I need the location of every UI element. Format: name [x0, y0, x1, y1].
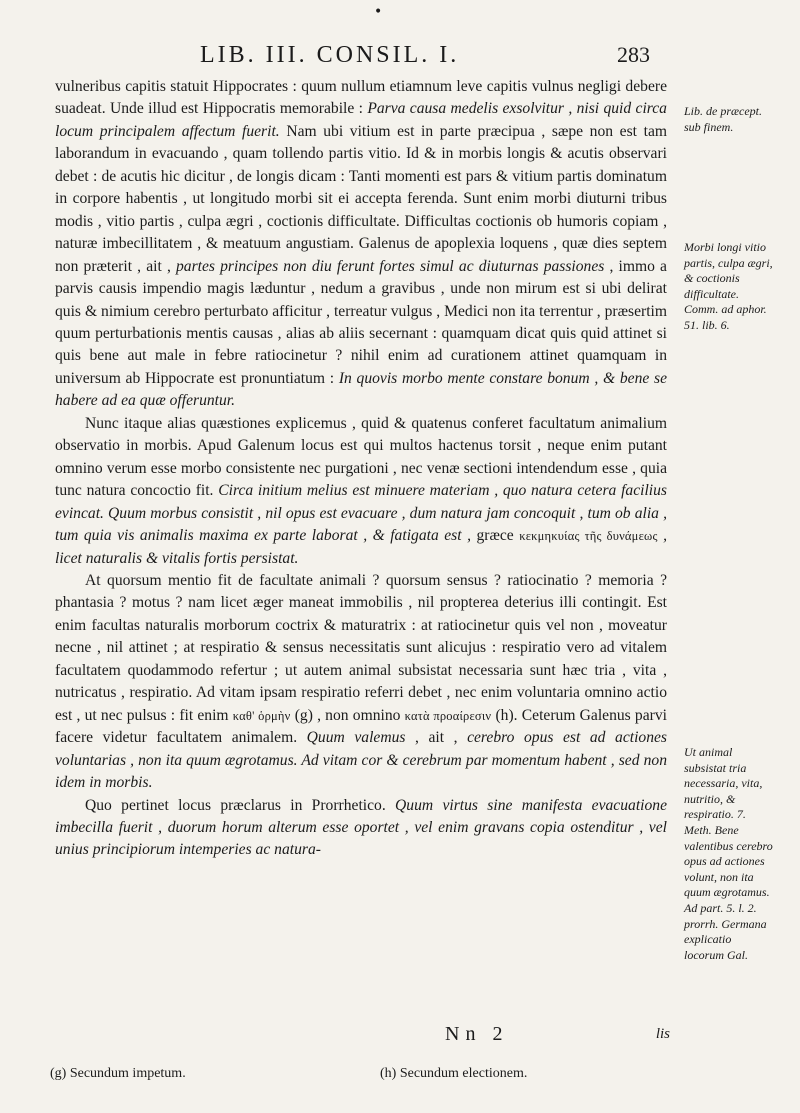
- text-run: , ait ,: [405, 729, 468, 747]
- quotation: In quovis morbo mente constare bonum , & bene se habere ad ea quæ offeruntur.: [55, 369, 667, 410]
- paragraph-4: [55, 795, 667, 862]
- footnote-h: (h) Secundum electionem.: [380, 1066, 528, 1081]
- text-run: græce: [470, 527, 520, 545]
- page-number: 283: [617, 42, 650, 67]
- text-run: , immo a parvis causis impendio magis læduntur , nedum a gravibus , unde non mirum est si ubi delirat quis & nimium cerebro perturbato afficitur , terreatur vulgus , Medici non ita terrentur , præsertim quum perturbationis mentis causas , alias ab aliis secernant : quamquam dicat quis quid attinet si quis bene aut male in febre ratiocinetur ? nihil enim ad curationem attinet quamquam in universum ab Hippocrate est pronuntiatum :: [55, 257, 667, 387]
- page-header: [140, 40, 650, 70]
- paragraph-3: [55, 570, 667, 795]
- text-run: At quorsum mentio fit de facultate animali ? quorsum sensus ? ratiocinatio ? memoria ? phantasia ? motus ? nam licet æger maneat immobilis , nil propterea deterius illi contingit. Est enim facultas naturalis morborum coctrix & maturatrix : at ratiocinetur quis vel non , moveatur necne , nil attinet ; at respiratio & sensus necessitatis sunt alicujus : respiratio vero ad vitalem facultatem quodammodo refertur ; ut autem animal subsistat necessaria sunt hæc tria , vita , nutricatus , respiratio. Ad vitam ipsam respiratio referri debet , nec enim voluntaria omnino actio est , ut nec pulsus : fit enim: [55, 571, 667, 724]
- paragraph-1: [55, 76, 667, 413]
- top-dot: •: [374, 4, 383, 20]
- greek-phrase: καθ' ὁρμὴν: [232, 708, 291, 723]
- signature-line: [445, 1022, 670, 1046]
- text-run: Nunc itaque alias quæstiones explicemus , quid & quatenus conferet facultatum animalium observatio in morbis. Apud Galenum locus est qui multos hactenus torsit , neque enim putant omnino verum esse morbo consistente nec purgationi , nec venæ sectioni intendendum esse , quia tunc natura concoctio fit.: [55, 414, 667, 500]
- quotation: cerebro opus est ad actiones voluntarias , non ita quum ægrotamus. Ad vitam cor & cerebrum par momentum habent , sed non idem in morbis.: [55, 729, 667, 792]
- footnotes: [50, 1066, 670, 1090]
- paragraph-2: [55, 413, 667, 570]
- margin-note-2: Morbi longi vitio partis, culpa ægri, & coctionis difficultate. Comm. ad aphor. 51. lib. 6.: [684, 240, 773, 332]
- quotation: Circa initium melius est minuere materiam , quo natura cetera facilius evincat. Quum morbus consistit , nil opus est evacuare , dum natura jam concoquit , tum ob alia , tum quia vis animalis maxima ex parte laborat , & fatigata est ,: [55, 482, 667, 545]
- quotation: Quum virtus sine manifesta evacuatione imbecilla fuerit , duorum horum alterum esse oportet , vel enim gravans copia ostenditur , vel unius principiorum intemperies ac natura-: [55, 796, 668, 859]
- quotation: , licet naturalis & vitalis fortis persistat.: [55, 527, 668, 567]
- footnote-g: (g) Secundum impetum.: [50, 1066, 186, 1081]
- margin-note-3: Ut animal subsistat tria necessaria, vita, nutritio, & respiratio. 7. Meth. Bene valentibus cerebro opus ad actiones volunt, non ita quum ægrotamus. Ad part. 5. l. 2. prorrh. Germana explicatio locorum Gal.: [684, 745, 773, 962]
- catchword: lis: [655, 1025, 670, 1042]
- text-run: Nam ubi vitium est in parte præcipua , sæpe non est tam laborandum in evacuando , quam tollendo partis vitio. Id & in morbis longis & acutis observari debet : de acutis hic dicitur , de longis dicam : Tanti momenti est pars & vitium partis dominatum in corpore habentis , ut longitudo morbi sit ei accepta ferenda. Sunt enim morbi diuturni tribus modis , vitio partis , culpa ægri , coctionis difficultate. Difficultas coctionis ob humoris copiam , naturæ imbecillitatem , & meatuum angustiam. Galenus de apoplexia loquens , quæ dies septem non præterit , ait ,: [55, 122, 668, 275]
- greek-phrase: κατὰ προαίρεσιν: [404, 708, 492, 723]
- quotation: Parva causa medelis exsolvitur , nisi quid circa locum principalem affectum fuerit.: [55, 100, 667, 140]
- text-run: Quo pertinet locus præclarus in Prorrhetico.: [85, 796, 396, 814]
- greek-phrase: κεκμηκυίας τῆς δυνάμεως: [519, 529, 658, 544]
- text-run: (g) , non omnino: [290, 706, 405, 724]
- text-run: (h). Ceterum Galenus parvi facere videtur facultatem animalem.: [55, 706, 667, 747]
- signature-mark: Nn 2: [445, 1022, 509, 1045]
- text-run: vulneribus capitis statuit Hippocrates : quum nullum etiamnum leve capitis vulnus negligi debere suadeat. Unde illud est Hippocratis memorabile :: [55, 78, 667, 118]
- quotation: partes principes non diu ferunt fortes simul ac diuturnas passiones: [176, 257, 605, 275]
- main-text: [55, 76, 667, 862]
- running-title: LIB. III. CONSIL. I.: [200, 41, 460, 68]
- quotation: Quum valemus: [306, 729, 406, 747]
- margin-note-1: Lib. de præcept. sub finem.: [684, 104, 762, 134]
